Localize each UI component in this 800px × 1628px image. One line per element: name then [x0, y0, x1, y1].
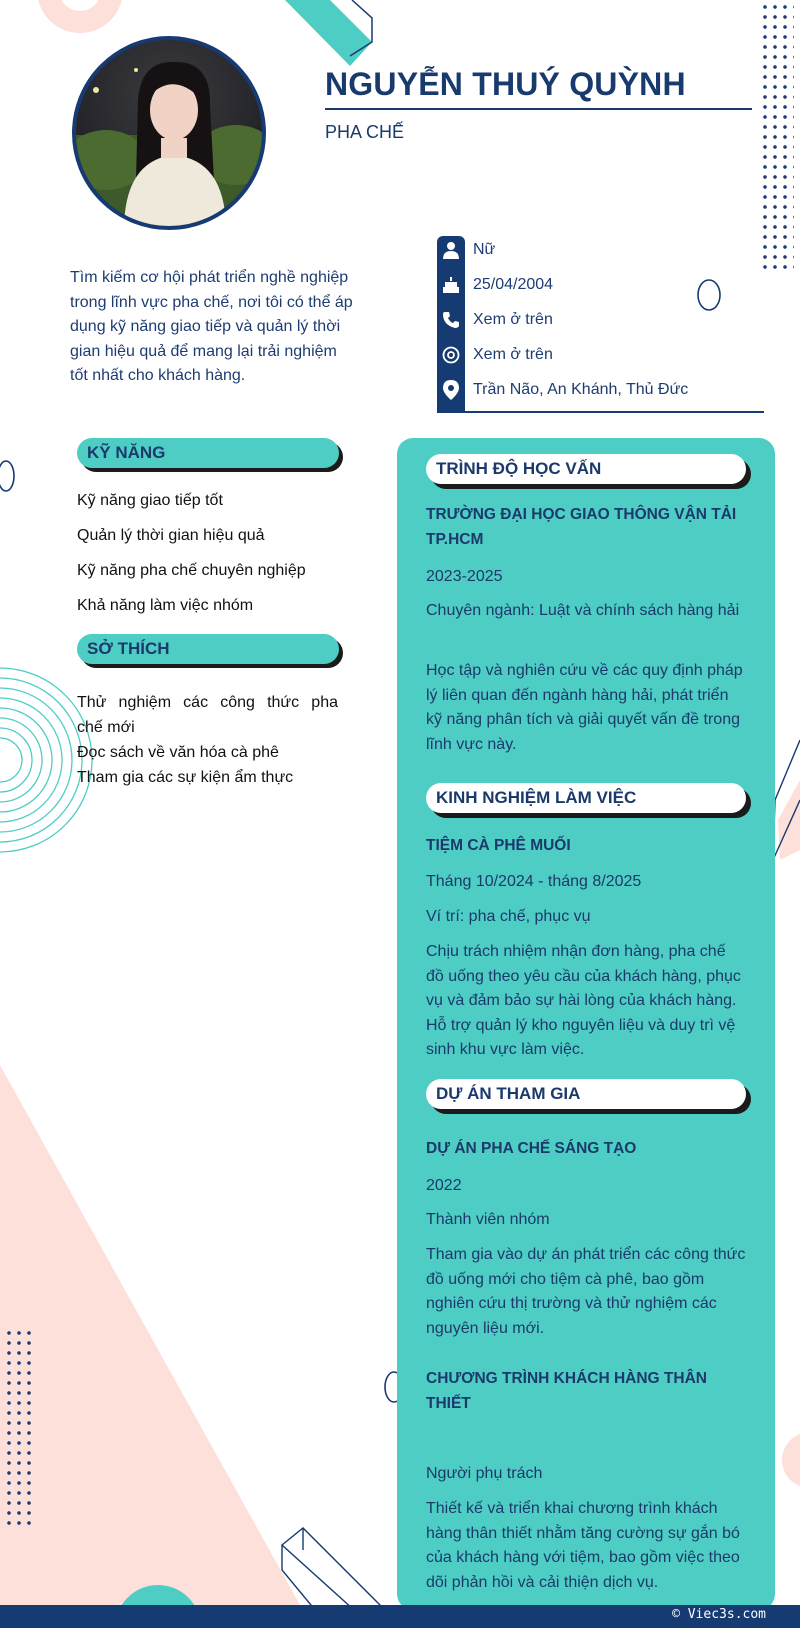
skill-item: Khả năng làm việc nhóm [77, 597, 254, 614]
profile-photo [76, 40, 262, 226]
education-description: Học tập và nghiên cứu về các quy định pháp lý liên quan đến ngành hàng hải, phát triển kỹ năng phân tích và giải quyết vấn đề trong lĩnh vực này. [426, 662, 743, 753]
dot-pattern-left [4, 1328, 34, 1528]
candidate-name: NGUYỄN THUÝ QUỲNH [325, 66, 686, 102]
cake-icon [437, 271, 465, 299]
education-heading-text: TRÌNH ĐỘ HỌC VẤN [436, 459, 602, 478]
birthday-text: 25/04/2004 [473, 276, 554, 293]
hobby-item: Đọc sách về văn hóa cà phê [77, 744, 279, 761]
name-divider [325, 108, 752, 110]
hobbies-heading [77, 634, 339, 664]
hobby-item: Thử nghiệm các công thức pha [77, 694, 338, 711]
job-title: PHA CHẾ [325, 122, 405, 142]
contact-gender [437, 236, 495, 264]
hobbies-heading-text: SỞ THÍCH [87, 639, 170, 658]
project-name: CHƯƠNG TRÌNH KHÁCH HÀNG THÂN THIẾT [426, 1370, 707, 1412]
user-icon [437, 236, 465, 264]
skill-item: Kỹ năng pha chế chuyên nghiệp [77, 562, 306, 579]
skill-item: Quản lý thời gian hiệu quả [77, 527, 265, 544]
contact-phone [437, 306, 553, 334]
project-role: Thành viên nhóm [426, 1211, 550, 1228]
skills-heading [77, 438, 339, 468]
skill-item: Kỹ năng giao tiếp tốt [77, 492, 223, 509]
education-period: 2023-2025 [426, 568, 503, 585]
contact-address [437, 376, 688, 404]
at-icon [437, 341, 465, 369]
experience-description: Chịu trách nhiệm nhận đơn hàng, pha chế đồ uống theo yêu cầu của khách hàng, phục vụ và đảm bảo sự hài lòng của khách hàng. Hỗ trợ quản lý kho nguyên liệu và duy trì vệ sinh khu vực làm việc. [426, 943, 741, 1058]
education-major: Chuyên ngành: Luật và chính sách hàng hải [426, 602, 740, 619]
address-text: Trần Não, An Khánh, Thủ Đức [473, 381, 689, 398]
project-year: 2022 [426, 1177, 462, 1194]
project-role: Người phụ trách [426, 1465, 543, 1482]
projects-heading-text: DỰ ÁN THAM GIA [436, 1084, 581, 1103]
contact-divider [437, 411, 764, 413]
experience-heading [426, 783, 746, 813]
watermark: © Viec3s.com [672, 1607, 766, 1622]
project-description: Tham gia vào dự án phát triển các công thức đồ uống mới cho tiệm cà phê, bao gồm nghiên cứu thị trường và thử nghiệm các nguyên liệu mới. [426, 1246, 746, 1337]
phone-text[interactable]: Xem ở trên [473, 311, 553, 328]
hobby-item: chế mới [77, 719, 135, 736]
dot-pattern-right [760, 2, 794, 270]
project-description: Thiết kế và triển khai chương trình khách hàng thân thiết nhằm tăng cường sự gắn bó của khách hàng với tiệm, bao gồm việc theo dõi phản hồi và cải thiện dịch vụ. [426, 1500, 740, 1591]
gender-text: Nữ [473, 241, 496, 258]
contact-email [437, 341, 553, 369]
hobby-item: Tham gia các sự kiện ẩm thực [77, 769, 294, 786]
education-heading [426, 454, 746, 484]
experience-period: Tháng 10/2024 - tháng 8/2025 [426, 873, 642, 890]
avatar [72, 36, 266, 230]
experience-heading-text: KINH NGHIỆM LÀM VIỆC [436, 788, 637, 807]
hobbies-list [77, 690, 338, 790]
project-name: DỰ ÁN PHA CHẾ SÁNG TẠO [426, 1140, 637, 1157]
experience-position: Ví trí: pha chế, phục vụ [426, 908, 591, 925]
skills-heading-text: KỸ NĂNG [87, 443, 166, 462]
phone-icon [437, 306, 465, 334]
contact-birthday [437, 271, 553, 299]
career-objective: Tìm kiếm cơ hội phát triển nghề nghiệp trong lĩnh vực pha chế, nơi tôi có thể áp dụng kỹ năng giao tiếp và quản lý thời gian hiệu quả để mang lại trải nghiệm tốt nhất cho khách hàng. [70, 269, 353, 384]
location-pin-icon [437, 376, 465, 404]
school-name: TRƯỜNG ĐẠI HỌC GIAO THÔNG VẬN TẢI TP.HCM [426, 506, 737, 548]
email-text[interactable]: Xem ở trên [473, 346, 553, 363]
company-name: TIỆM CÀ PHÊ MUỐI [426, 837, 571, 854]
projects-heading [426, 1079, 746, 1109]
